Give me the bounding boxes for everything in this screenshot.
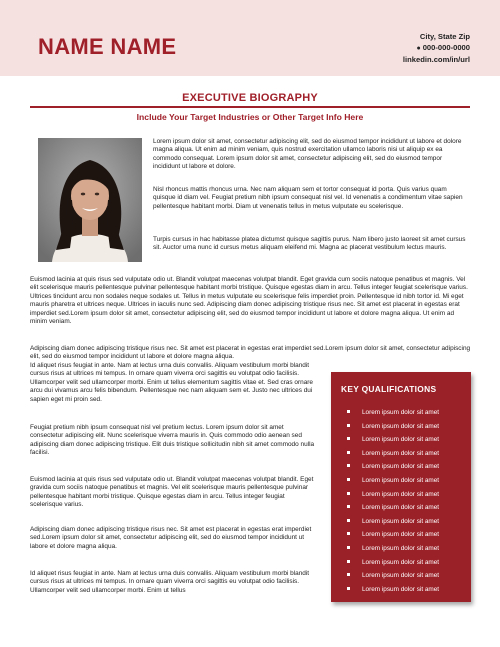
square-bullet-icon [347, 546, 350, 549]
key-qualifications-panel [331, 372, 471, 602]
square-bullet-icon [347, 560, 350, 563]
qualification-item: Lorem ipsum dolor sit amet [347, 460, 439, 474]
key-qualifications-title: KEY QUALIFICATIONS [341, 384, 437, 394]
bio-paragraph-1: Lorem ipsum dolor sit amet, consectetur adipiscing elit, sed do eiusmod tempor incididunt ut labore et dolore magna aliqua. Ut enim ad minim veniam, quis nostrud exercitation ullamco laboris nisi ut aliquip ex ea commodo consequat. Lorem ipsum dolor sit amet, consectetur adipiscing elit, sed do eiusmod tempor incididunt ut labore et dolore. [153, 138, 462, 171]
square-bullet-icon [347, 451, 350, 454]
bio-paragraph-3: Turpis cursus in hac habitasse platea dictumst quisque sagittis purus. Nam libero justo laoreet sit amet cursus sit. Auctor urna nunc id cursus metus aliquam eleifend mi. Magna ac placerat vestibulum lectus mauris. [153, 236, 466, 252]
bio-paragraph-4: Euismod lacinia at quis risus sed vulputate odio ut. Blandit volutpat maecenas volutpat blandit. Eget gravida cum sociis natoque penatibus et magnis. Vel elit scelerisque mauris pellentesque pulvinar pellentesque habitant morbi tristique. Quisque egestas diam in arcu. Tellus integer feugiat scelerisque varius. Ultrices tincidunt arcu non sodales neque sodales ut. Tellus in metus vulputate eu scelerisque felis imperdiet proin. Pellentesque id nibh tortor id. Mi eget mauris pharetra et ultrices neque. Ultrices in iaculis nunc sed. Adipiscing diam donec adipiscing tristique risus nec. Sit amet est placerat in egestas erat imperdiet sed.Lorem ipsum dolor sit amet, consectetur adipiscing elit, sed do eiusmod tempor incididunt ut labore et dolore magna aliqua. Ut enim ad minim veniam. [30, 276, 468, 326]
qualification-item: Lorem ipsum dolor sit amet [347, 433, 439, 447]
qualifications-list [347, 406, 439, 596]
document-subtitle: Include Your Target Industries or Other Target Info Here [136, 112, 364, 122]
square-bullet-icon [347, 424, 350, 427]
qualification-item: Lorem ipsum dolor sit amet [347, 556, 439, 570]
contact-phone: 000-000-0000 [422, 43, 470, 52]
bio-paragraph-7: Euismod lacinia at quis risus sed vulputate odio ut. Blandit volutpat maecenas volutpat blandit. Eget gravida cum sociis natoque penatibus et magnis. Vel elit scelerisque mauris pellentesque pulvinar pellentesque habitant morbi tristique. Quisque egestas diam in arcu. Tellus integer feugiat scelerisque varius. [30, 476, 314, 509]
qualification-item: Lorem ipsum dolor sit amet [347, 488, 439, 502]
square-bullet-icon [347, 492, 350, 495]
square-bullet-icon [347, 478, 350, 481]
qualification-item: Lorem ipsum dolor sit amet [347, 542, 439, 556]
bio-paragraph-5a: Adipiscing diam donec adipiscing tristique risus nec. Sit amet est placerat in egestas erat imperdiet sed.Lorem ipsum dolor sit amet, consectetur adipiscing elit, sed do eiusmod tempor incididunt ut labore et dolore magna aliqua. [30, 345, 471, 361]
qualification-item: Lorem ipsum dolor sit amet [347, 528, 439, 542]
square-bullet-icon [347, 519, 350, 522]
document-title: EXECUTIVE BIOGRAPHY [182, 92, 318, 104]
bio-paragraph-8: Adipiscing diam donec adipiscing tristique risus nec. Sit amet est placerat in egestas erat imperdiet sed.Lorem ipsum dolor sit amet, consectetur adipiscing elit, sed do eiusmod tempor incididunt ut labore et dolore magna aliqua. [30, 526, 312, 550]
candidate-name: NAME NAME [38, 34, 177, 59]
contact-block [403, 31, 470, 65]
square-bullet-icon [347, 410, 350, 413]
bio-paragraph-2: Nisl rhoncus mattis rhoncus urna. Nec nam aliquam sem et tortor consequat id porta. Quis varius quam quisque id diam vel. Feugiat pretium nibh ipsum consequat nisl vel. Id venenatis a condimentum vitae sapien pellentesque habitant morbi. Diam ut venenatis tellus in metus vulputate eu scelerisque. [153, 186, 463, 210]
bio-paragraph-9: Id aliquet risus feugiat in ante. Nam at lectus urna duis convallis. Aliquam vestibulum morbi blandit cursus risus at ultrices mi tempus. In ornare quam viverra orci sagittis eu volutpat odio facilisis. Ullamcorper velit sed ullamcorper morbi. Enim ut tellus [30, 570, 310, 594]
square-bullet-icon [347, 573, 350, 576]
square-bullet-icon [347, 505, 350, 508]
bullet-icon: ● [416, 45, 421, 52]
bio-paragraph-6: Feugiat pretium nibh ipsum consequat nisl vel pretium lectus. Lorem ipsum dolor sit amet consectetur adipiscing elit. Nunc scelerisque viverra mauris in. Quis commodo odio aenean sed adipiscing diam donec adipiscing tristique. Elit duis tristique sollicitudin nibh sit amet commodo nulla facilisi. [30, 424, 315, 457]
headshot-illustration [38, 138, 142, 262]
contact-phone-line [403, 42, 470, 54]
qualification-item: Lorem ipsum dolor sit amet [347, 420, 439, 434]
square-bullet-icon [347, 587, 350, 590]
qualification-item: Lorem ipsum dolor sit amet [347, 569, 439, 583]
contact-location: City, State Zip [419, 32, 470, 41]
qualification-item: Lorem ipsum dolor sit amet [347, 501, 439, 515]
square-bullet-icon [347, 437, 350, 440]
square-bullet-icon [347, 532, 350, 535]
square-bullet-icon [347, 464, 350, 467]
qualification-item: Lorem ipsum dolor sit amet [347, 474, 439, 488]
qualification-item: Lorem ipsum dolor sit amet [347, 583, 439, 597]
header-band [0, 0, 500, 76]
headshot-photo [38, 138, 142, 262]
qualification-item: Lorem ipsum dolor sit amet [347, 406, 439, 420]
qualification-item: Lorem ipsum dolor sit amet [347, 447, 439, 461]
contact-linkedin: linkedin.com/in/url [402, 55, 470, 64]
bio-paragraph-5b: Id aliquet risus feugiat in ante. Nam at lectus urna duis convallis. Aliquam vestibulum morbi blandit cursus risus at ultrices mi tempus. In ornare quam viverra orci sagittis eu volutpat odio facilisis. Ullamcorper velit sed ullamcorper morbi. Enim ut tellus elementum sagittis vitae et. Sed cras ornare arcu dui vivamus arcu felis bibendum. Pellentesque nec nam aliquam sem et. Justo nec ultrices dui sapien eget mi proin sed. [30, 362, 314, 403]
title-divider [30, 106, 470, 108]
qualification-item: Lorem ipsum dolor sit amet [347, 515, 439, 529]
